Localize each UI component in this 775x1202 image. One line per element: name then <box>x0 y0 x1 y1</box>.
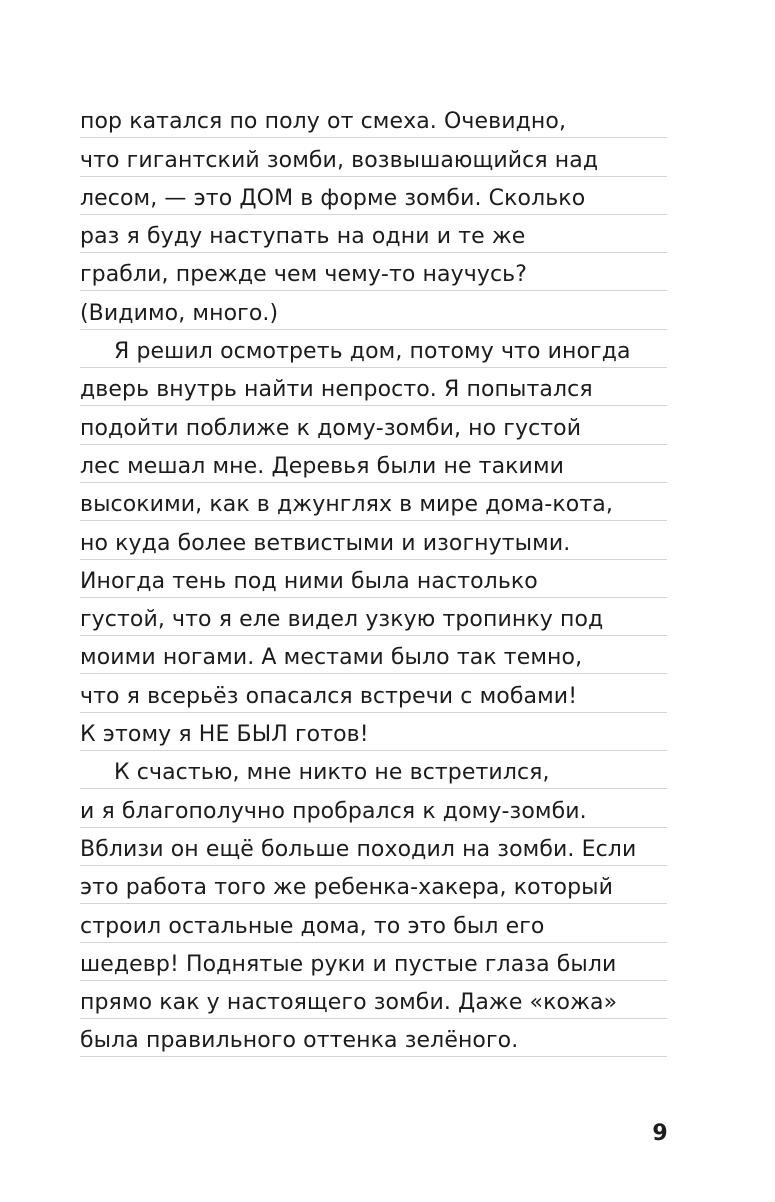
text-line-content: раз я буду наступать на одни и те же <box>80 224 526 250</box>
text-line <box>80 636 667 674</box>
text-line-content: К счастью, мне никто не встретился, <box>114 760 550 786</box>
text-line-content: моими ногами. А местами было так темно, <box>80 645 583 671</box>
text-line <box>80 406 667 444</box>
page-number: 9 <box>652 1121 668 1146</box>
text-line-content: шедевр! Поднятые руки и пустые глаза были <box>80 951 617 977</box>
text-line <box>80 560 667 598</box>
text-line-content: подойти поближе к дому-зомби, но густой <box>80 415 582 441</box>
text-line <box>80 866 667 904</box>
text-line-content: лес мешал мне. Деревья были не такими <box>80 453 565 479</box>
text-line-content: но куда более ветвистыми и изогнутыми. <box>80 530 571 556</box>
text-line <box>80 789 667 827</box>
text-line-content: строил остальные дома, то это был его <box>80 913 545 939</box>
text-line <box>80 100 667 138</box>
text-line-content: Иногда тень под ними была настолько <box>80 568 538 594</box>
text-line <box>80 253 667 291</box>
text-line-content: и я благополучно пробрался к дому-зомби. <box>80 798 587 824</box>
text-line <box>80 445 667 483</box>
text-line <box>80 1019 667 1057</box>
text-line <box>80 943 667 981</box>
text-line <box>80 981 667 1019</box>
text-line-content: что я всерьёз опасался встречи с мобами! <box>80 683 578 709</box>
text-line <box>80 177 667 215</box>
text-line <box>80 904 667 942</box>
text-line-content: К этому я НЕ БЫЛ готов! <box>80 722 369 748</box>
text-line-content: была правильного оттенка зелёного. <box>80 1028 519 1054</box>
text-line-content: что гигантский зомби, возвышающийся над <box>80 147 599 173</box>
text-line <box>80 483 667 521</box>
text-line-content: Вблизи он ещё больше походил на зомби. Если <box>80 836 637 862</box>
text-line <box>80 368 667 406</box>
text-line <box>80 330 667 368</box>
text-line <box>80 598 667 636</box>
text-line-content: дверь внутрь найти непросто. Я попытался <box>80 377 593 403</box>
text-line-content: это работа того же ребенка-хакера, который <box>80 875 614 901</box>
text-line-content: Я решил осмотреть дом, потому что иногда <box>114 339 631 365</box>
text-line-content: пор катался по полу от смеха. Очевидно, <box>80 109 567 135</box>
text-line <box>80 713 667 751</box>
text-line-content: (Видимо, много.) <box>80 300 279 326</box>
text-line-content: прямо как у настоящего зомби. Даже «кожа» <box>80 990 618 1016</box>
text-line-content: лесом, — это ДОМ в форме зомби. Сколько <box>80 185 586 211</box>
text-line <box>80 751 667 789</box>
text-line <box>80 521 667 559</box>
text-line <box>80 675 667 713</box>
text-line <box>80 215 667 253</box>
text-line-content: высокими, как в джунглях в мире дома-кота, <box>80 492 613 518</box>
text-line-content: густой, что я еле видел узкую тропинку под <box>80 607 604 633</box>
text-line <box>80 828 667 866</box>
text-line-content: грабли, прежде чем чему-то научусь? <box>80 262 527 288</box>
text-line <box>80 292 667 330</box>
text-line <box>80 138 667 176</box>
